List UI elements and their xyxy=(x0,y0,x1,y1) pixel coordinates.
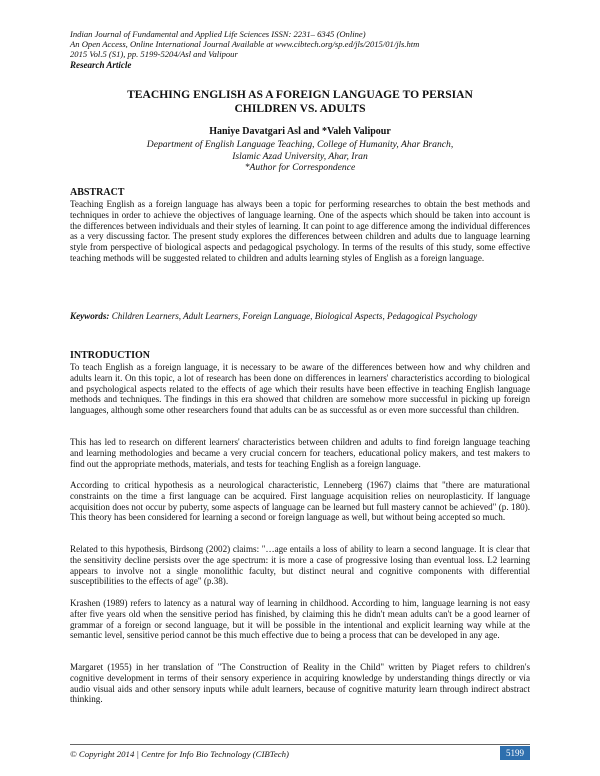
intro-paragraph-2: This has led to research on different learners' characteristics between children and adults to find foreign language teaching and learning methodologies and became a very crucial concern for teachers, educational policy makers, and test makers to find out the appropriate methods, materials, and tests for teaching English as a foreign language. xyxy=(70,437,530,469)
authors: Haniye Davatgari Asl and *Valeh Valipour xyxy=(209,126,391,137)
paper-title xyxy=(70,88,530,116)
journal-header xyxy=(70,29,540,70)
journal-header-line2: An Open Access, Online International Journal Available at www.cibtech.org/sp.ed/jls/2015/01/jls.htm xyxy=(70,39,420,50)
affiliation xyxy=(70,139,530,174)
intro-paragraph-1: To teach English as a foreign language, it is necessary to be aware of the differences between how and why children and adults learn it. On this topic, a lot of research has been done on differences in learners' characteristics according to biological and psychological aspects related to the effects of age which their results have been effective in teaching English language methods and techniques. The findings in this era showed that children are somehow more successful in picking up foreign languages, although some other researchers found that adults can be as successful as or even more successful than children. xyxy=(70,362,530,415)
intro-paragraph-5: Krashen (1989) refers to latency as a natural way of learning in childhood. According to him, language learning is not easy after five years old when the sensitive period has finished, by claiming this he didn't mean adults can't be a good learner of grammar of a foreign or second language, but it will be possible in the intentional and explicit learning way while at the semantic level, sensitive period cannot be this much effective due to being a process that can be developed in any age. xyxy=(70,598,530,641)
affiliation-line3: *Author for Correspondence xyxy=(244,162,356,174)
intro-paragraph-6: Margaret (1955) in her translation of "The Construction of Reality in the Child" written by Piaget refers to children's cognitive development in terms of their sensory experience in acquiring knowledge by understanding things directly or via audio visual aids and other sensory inputs while adult learners, because of cognitive maturity learn through indirect abstract thinking. xyxy=(70,662,530,705)
keywords-label: Keywords: xyxy=(70,311,110,321)
abstract-text: Teaching English as a foreign language has always been a topic for performing researches to obtain the best methods and techniques in order to achieve the objectives of language learning. One of the aspects which should be taken into account is the differences between individuals and their styles of learning. It can point to age difference among the individual differences as a very discussing factor. The present study explores the differences between children and adults due to language learning style from perspective of biological aspects and pedagogical psychology. In terms of the results of this study, some effective teaching methods will be suggested related to children and adults learning styles of English as a foreign language. xyxy=(70,199,530,263)
intro-paragraph-3: According to critical hypothesis as a neurological characteristic, Lenneberg (1967) claims that "there are maturational constraints on the time a first language can be acquired. First language acquisition relies on neuroplasticity. If language acquisition does not occur by puberty, some aspects of language can be learned but full mastery cannot be achieved" (p. 180). This theory has been considered for learning a second or foreign language as well, but without being accepted so much. xyxy=(70,480,530,523)
footer-copyright: © Copyright 2014 | Centre for Info Bio Technology (CIBTech) xyxy=(70,749,289,759)
paper-title-line1: TEACHING ENGLISH AS A FOREIGN LANGUAGE TO PERSIAN xyxy=(127,88,473,101)
intro-paragraph-4: Related to this hypothesis, Birdsong (2002) claims: "…age entails a loss of ability to learn a second language. It is clear that the sensitivity decline persists over the age spectrum: it is more a case of progressive losing than eventual loss. L2 learning appears to involve not a single monolithic faculty, but distinct neural and cognitive components with differential susceptibilities to the effects of age" (p.38). xyxy=(70,544,530,587)
page-number-badge: 5199 xyxy=(500,746,530,760)
footer-divider xyxy=(70,744,530,745)
abstract-heading: ABSTRACT xyxy=(70,187,125,198)
affiliation-line2: Islamic Azad University, Ahar, Iran xyxy=(232,150,368,162)
introduction-heading: INTRODUCTION xyxy=(70,350,151,361)
keywords xyxy=(70,311,530,322)
affiliation-line1: Department of English Language Teaching, College of Humanity, Ahar Branch, xyxy=(146,139,454,150)
journal-header-line3: 2015 Vol.5 (S1), pp. 5199-5204/Asl and Valipour xyxy=(70,49,238,60)
paper-title-line2: CHILDREN VS. ADULTS xyxy=(234,102,366,115)
journal-header-line1: Indian Journal of Fundamental and Applied Life Sciences ISSN: 2231– 6345 (Online) xyxy=(70,29,366,39)
keywords-text: Children Learners, Adult Learners, Foreign Language, Biological Aspects, Pedagogical Psychology xyxy=(111,311,478,321)
article-type: Research Article xyxy=(70,59,132,70)
